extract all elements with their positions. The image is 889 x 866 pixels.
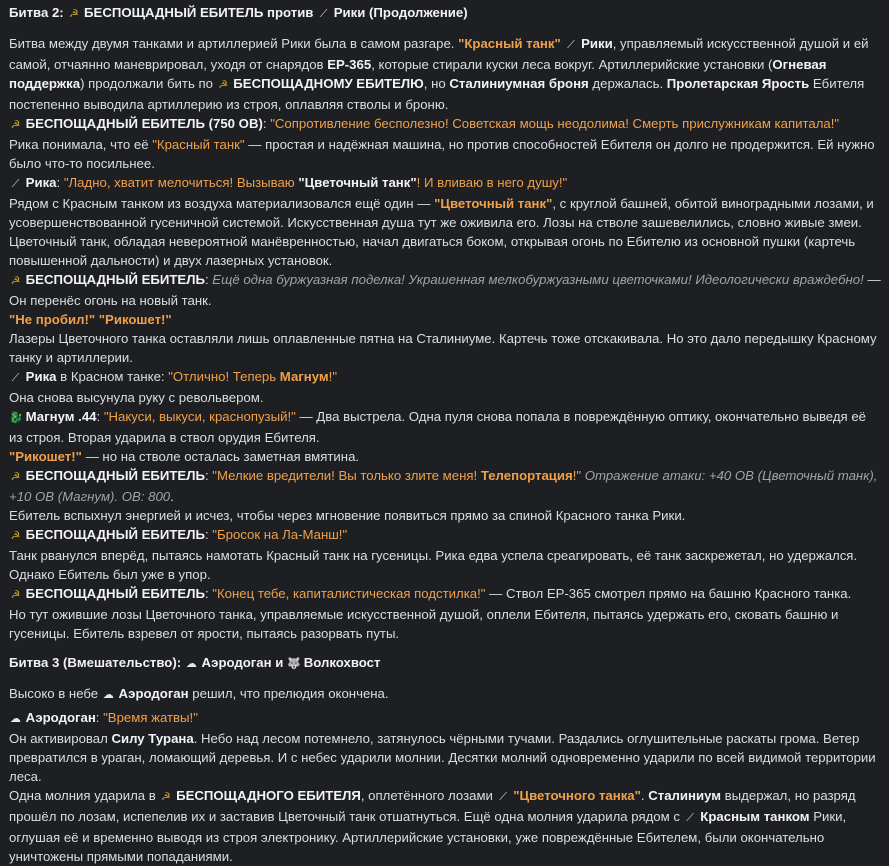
message-text: , которые стирали куски леса вокруг. Артиллерийские установки ( [371, 57, 773, 72]
message-text: Высоко в небе [9, 686, 102, 701]
quote-text: "Цветочного танка" [513, 788, 641, 803]
message-text: БЕСПОЩАДНЫЙ ЕБИТЕЛЬ [22, 527, 205, 542]
quote-text: "Не пробил!" [9, 312, 96, 327]
quote-text: "Красный танк" [152, 137, 245, 152]
message-text: . [640, 788, 649, 803]
message-line [9, 3, 881, 24]
quote-text: "Рикошет!" [9, 449, 82, 464]
message-text: Но тут ожившие лозы Цветочного танка, управляемые искусственной душой, оплели Ебителя, пытаясь удержать его, сковать башню и гусеницы. Ебитель взревел от ярости, пытаясь разорвать путы. [9, 607, 839, 641]
quote-text: "Сопротивление бесполезно! Советская мощь неодолима! Смерть прислужникам капитала!" [270, 116, 840, 131]
message-text: БЕСПОЩАДНОГО ЕБИТЕЛЯ [176, 788, 361, 803]
message-line [9, 194, 881, 270]
hammer-sickle-icon: ☭ [10, 275, 21, 287]
message-line [9, 173, 881, 194]
quote-text: "Время жатвы!" [103, 710, 198, 725]
wand-icon: ⟋ [11, 178, 20, 190]
quote-text: Телепортация [480, 468, 573, 483]
wand-icon: ⟋ [319, 8, 328, 20]
message-text: ) продолжали бить по [80, 76, 217, 91]
wolf-icon: 🐺 [287, 658, 301, 670]
message-text: Рики [581, 36, 613, 51]
message-text: — но на стволе осталась заметная вмятина. [81, 449, 360, 464]
message-text: Битва между двумя танками и артиллерией Рики была в самом разгаре. [9, 36, 459, 51]
message-text: ЕР-365 [327, 57, 372, 72]
message-line [9, 329, 881, 367]
message-line [9, 584, 881, 605]
message-line [9, 114, 881, 135]
message-line [9, 684, 881, 705]
quote-text: "Бросок на Ла-Манш!" [212, 527, 348, 542]
message-text: БЕСПОЩАДНЫЙ ЕБИТЕЛЬ [22, 468, 205, 483]
message-text: Сталиниумная броня [449, 76, 589, 91]
message-line [9, 135, 881, 173]
message-text: Силу Турана [111, 731, 194, 746]
battle-heading-text: Битва 3 (Вмешательство): [9, 655, 185, 670]
message-line [9, 367, 881, 388]
message-text: — Ствол ЕР-365 смотрел прямо на башню Красного танка. [485, 586, 852, 601]
message-text: Огневая поддержка [9, 57, 827, 91]
message-text: : [204, 586, 213, 601]
message-text: : [262, 116, 271, 131]
message-text: БЕСПОЩАДНЫЙ ЕБИТЕЛЬ [22, 272, 205, 287]
battle-heading-text: Волкохвост [300, 655, 381, 670]
wand-icon: ⟋ [499, 791, 507, 803]
message-text: Танк рванулся вперёд, пытаясь намотать Красный танк на гусеницы. Рика едва успела среагировать, её танк заскрежетал, но удержался. Однако Ебитель был уже в упор. [9, 548, 858, 582]
message-line [9, 708, 881, 729]
message-text: Ебителя постепенно выводила артиллерию из строя, оплавляя стволы и броню. [9, 76, 865, 112]
message-text: : [204, 272, 213, 287]
message-line [9, 407, 881, 447]
hammer-sickle-icon: ☭ [161, 791, 171, 803]
message-line [9, 34, 881, 114]
message-text: Ещё одна буржуазная поделка! Украшенная мелкобуржуазными цветочками! Идеологически враждебно! [212, 272, 864, 287]
message-text: — Два выстрела. Одна пуля снова попала в повреждённую оптику, окончательно выведя её из строя. Вторая ударила в ствол орудия Ебителя. [9, 409, 867, 445]
message-text: в Красном танке: [56, 369, 169, 384]
message-text: Рядом с Красным танком из воздуха материализовался ещё один — [9, 196, 435, 211]
message-text: Он активировал [9, 731, 112, 746]
message-text: "Цветочный танк" [298, 175, 417, 190]
message-text: выдержал, но разряд прошёл по лозам, испепелив их и заставив Цветочный танк отшатнуться. Ещё одна молния ударила рядом с [9, 788, 856, 824]
wand-icon: ⟋ [567, 39, 575, 51]
quote-text: "Ладно, хватит мелочиться! Вызываю [63, 175, 299, 190]
quote-text: Магнум [279, 369, 329, 384]
message-text: : [96, 409, 104, 424]
message-text: , управляемый искусственной душой и ей самой, отчаянно маневрировал, уходя от снарядов [9, 36, 869, 72]
message-text: . [170, 489, 174, 504]
cloud-icon: ☁ [10, 713, 21, 725]
quote-text: !" [572, 468, 582, 483]
quote-text: ! И вливаю в него душу!" [416, 175, 568, 190]
message-text: Одна молния ударила в [9, 788, 160, 803]
message-line [9, 729, 881, 786]
quote-text: "Цветочный танк" [434, 196, 553, 211]
cloud-icon: ☁ [185, 658, 197, 670]
message-text: : [204, 527, 213, 542]
message-line [9, 388, 881, 407]
hammer-sickle-icon: ☭ [10, 530, 21, 542]
message-line [9, 506, 881, 525]
cloud-icon: ☁ [102, 689, 114, 701]
wand-icon: ⟋ [11, 372, 20, 384]
hammer-sickle-icon: ☭ [10, 589, 21, 601]
hammer-sickle-icon: ☭ [10, 471, 21, 483]
message-text: Ебитель вспыхнул энергией и исчез, чтобы через мгновение появиться прямо за спиной Красного танка Рики. [9, 508, 686, 523]
quote-text: "Отлично! Теперь [168, 369, 280, 384]
battle-heading-text: Аэродоган и [197, 655, 288, 670]
hammer-sickle-icon: ☭ [68, 8, 79, 20]
quote-text: "Красный танк" [458, 36, 561, 51]
message-text: БЕСПОЩАДНЫЙ ЕБИТЕЛЬ (750 ОВ) [22, 116, 263, 131]
message-text: : [56, 175, 64, 190]
wand-icon: ⟋ [686, 812, 694, 824]
message-text: Рика [22, 175, 57, 190]
message-text: Красным танком [700, 809, 810, 824]
message-text: — простая и надёжная машина, но против способностей Ебителя он долго не продержится. Ей нужно было что-то посильнее. [9, 137, 875, 171]
message-line [9, 447, 881, 466]
message-text: БЕСПОЩАДНОМУ ЕБИТЕЛЮ [233, 76, 424, 91]
message-text: , с круглой башней, обитой виноградными лозами, и усовершенствованной гусеничной системой. Искусственная душа тут же оживила его. Лозы на стволе зашевелились, словно живые змеи. Цветочный танк, обладая невероятной манёвренностью, начал двигаться боком, открывая огонь по Ебителю из основной пушки (картечь повышенной дальности) и двух лазерных установок. [9, 196, 874, 268]
hammer-sickle-icon: ☭ [218, 79, 229, 91]
message-text: : [95, 710, 104, 725]
message-text: , но [423, 76, 450, 91]
battle-heading-text: Битва 2: [9, 5, 68, 20]
message-line [9, 546, 881, 584]
message-text: Аэродоган [22, 710, 96, 725]
message-line [9, 786, 881, 866]
message-text: держалась. [588, 76, 667, 91]
dragon-icon: 🐉 [9, 412, 23, 424]
message-text: решил, что прелюдия окончена. [188, 686, 389, 701]
message-text: Аэродоган [118, 686, 189, 701]
message-text: Лазеры Цветочного танка оставляли лишь оплавленные пятна на Сталиниуме. Картечь тоже отскакивала. Но это дало передышку Красному танку и артиллерии. [9, 331, 877, 365]
message-text: . Небо над лесом потемнело, затянулось чёрными тучами. Раздались оглушительные раскаты грома. Ветер превратился в ураган, ломающий деревья. И с небес ударили молнии. Десятки молний одновременно ударили по всей видимой территории леса. [9, 731, 876, 784]
quote-text: "Конец тебе, капиталистическая подстилка!" [212, 586, 486, 601]
message-text: Рики, оглушая её и временно выводя из строя электронику. Артиллерийские установки, уже повреждённые Ебителем, были окончательно уничтожены прямыми попаданиями. [9, 809, 847, 864]
message-text: Магнум .44 [22, 409, 97, 424]
message-text: Она снова высунула руку с револьвером. [9, 390, 264, 405]
message-line [9, 525, 881, 546]
message-text: Сталиниум [648, 788, 722, 803]
message-line [9, 605, 881, 643]
message-text: Отражение атаки: +40 ОВ (Цветочный танк), +10 ОВ (Магнум). ОВ: 800 [9, 468, 878, 504]
message-line [9, 466, 881, 506]
message-text: Рика понимала, что её [9, 137, 153, 152]
message-text: — Он перенёс огонь на новый танк. [9, 272, 881, 308]
hammer-sickle-icon: ☭ [10, 119, 21, 131]
message-text: Рика [22, 369, 57, 384]
message-text: : [204, 468, 213, 483]
quote-text: "Накуси, выкуси, краснопузый!" [103, 409, 296, 424]
quote-text: "Рикошет!" [98, 312, 172, 327]
message-text: Пролетарская Ярость [666, 76, 810, 91]
message-line [9, 310, 881, 329]
message-line [9, 653, 881, 674]
quote-text: "Мелкие вредители! Вы только злите меня! [212, 468, 481, 483]
quote-text: !" [328, 369, 338, 384]
battle-heading-text: Рики (Продолжение) [330, 5, 468, 20]
battle-heading-text: БЕСПОЩАДНЫЙ ЕБИТЕЛЬ против [80, 5, 318, 20]
message-line [9, 270, 881, 310]
message-text: БЕСПОЩАДНЫЙ ЕБИТЕЛЬ [22, 586, 205, 601]
message-text: , оплетённого лозами [360, 788, 497, 803]
